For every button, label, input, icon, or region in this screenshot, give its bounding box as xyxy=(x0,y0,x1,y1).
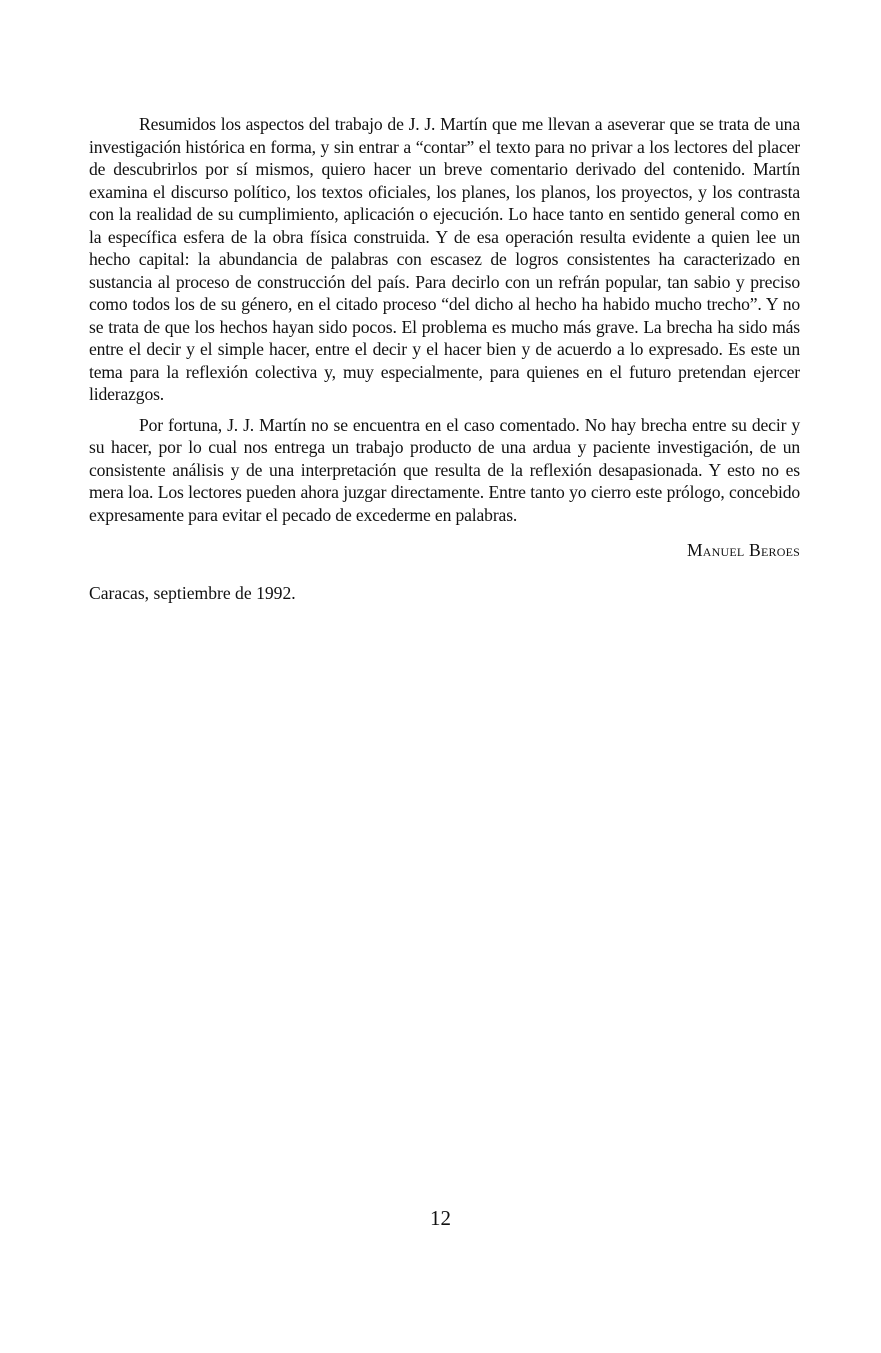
author-signature: Manuel Beroes xyxy=(686,540,800,560)
paragraph-2: Por fortuna, J. J. Martín no se encuentra en el caso comentado. No hay brecha entre su decir y su hacer, por lo cual nos entrega un trabajo producto de una ardua y paciente investigación, de un consistente análisis y de una interpretación que resulta de la reflexión desapasionada. Y esto no es mera loa. Los lectores pueden ahora juzgar directamente. Entre tanto yo cierro este prólogo, concebido expresamente para evitar el pecado de excederme en palabras. xyxy=(89,414,800,525)
paragraph-1: Resumidos los aspectos del trabajo de J. J. Martín que me llevan a aseverar que se trata de una investigación histórica en forma, y sin entrar a “contar” el texto para no privar a los lectores del placer de descubrirlos por sí mismos, quiero hacer un breve comentario derivado del contenido. Martín examina el discurso político, los textos oficiales, los planes, los planos, los proyectos, y los contrasta con la realidad de su cumplimiento, aplicación o ejecución. Lo hace tanto en sentido general como en la específica esfera de la obra física construida. Y de esa operación resulta evidente a quien lee un hecho capital: la abundancia de palabras con escasez de logros consistentes ha caracterizado en sustancia al proceso de construcción del país. Para decirlo con un refrán popular, tan sabio y preciso como todos los de su género, en el citado proceso “del dicho al hecho ha habido mucho trecho”. Y no se trata de que los hechos hayan sido pocos. El problema es mucho más grave. La brecha ha sido más entre el decir y el simple hacer, entre el decir y el hacer bien y de acuerdo a lo expresado. Es este un tema para la reflexión colectiva y, muy especialmente, para quienes en el futuro pretendan ejercer liderazgos. xyxy=(89,114,800,404)
place-and-date: Caracas, septiembre de 1992. xyxy=(89,583,296,603)
page-number: 12 xyxy=(430,1206,451,1230)
page-body xyxy=(89,113,800,604)
